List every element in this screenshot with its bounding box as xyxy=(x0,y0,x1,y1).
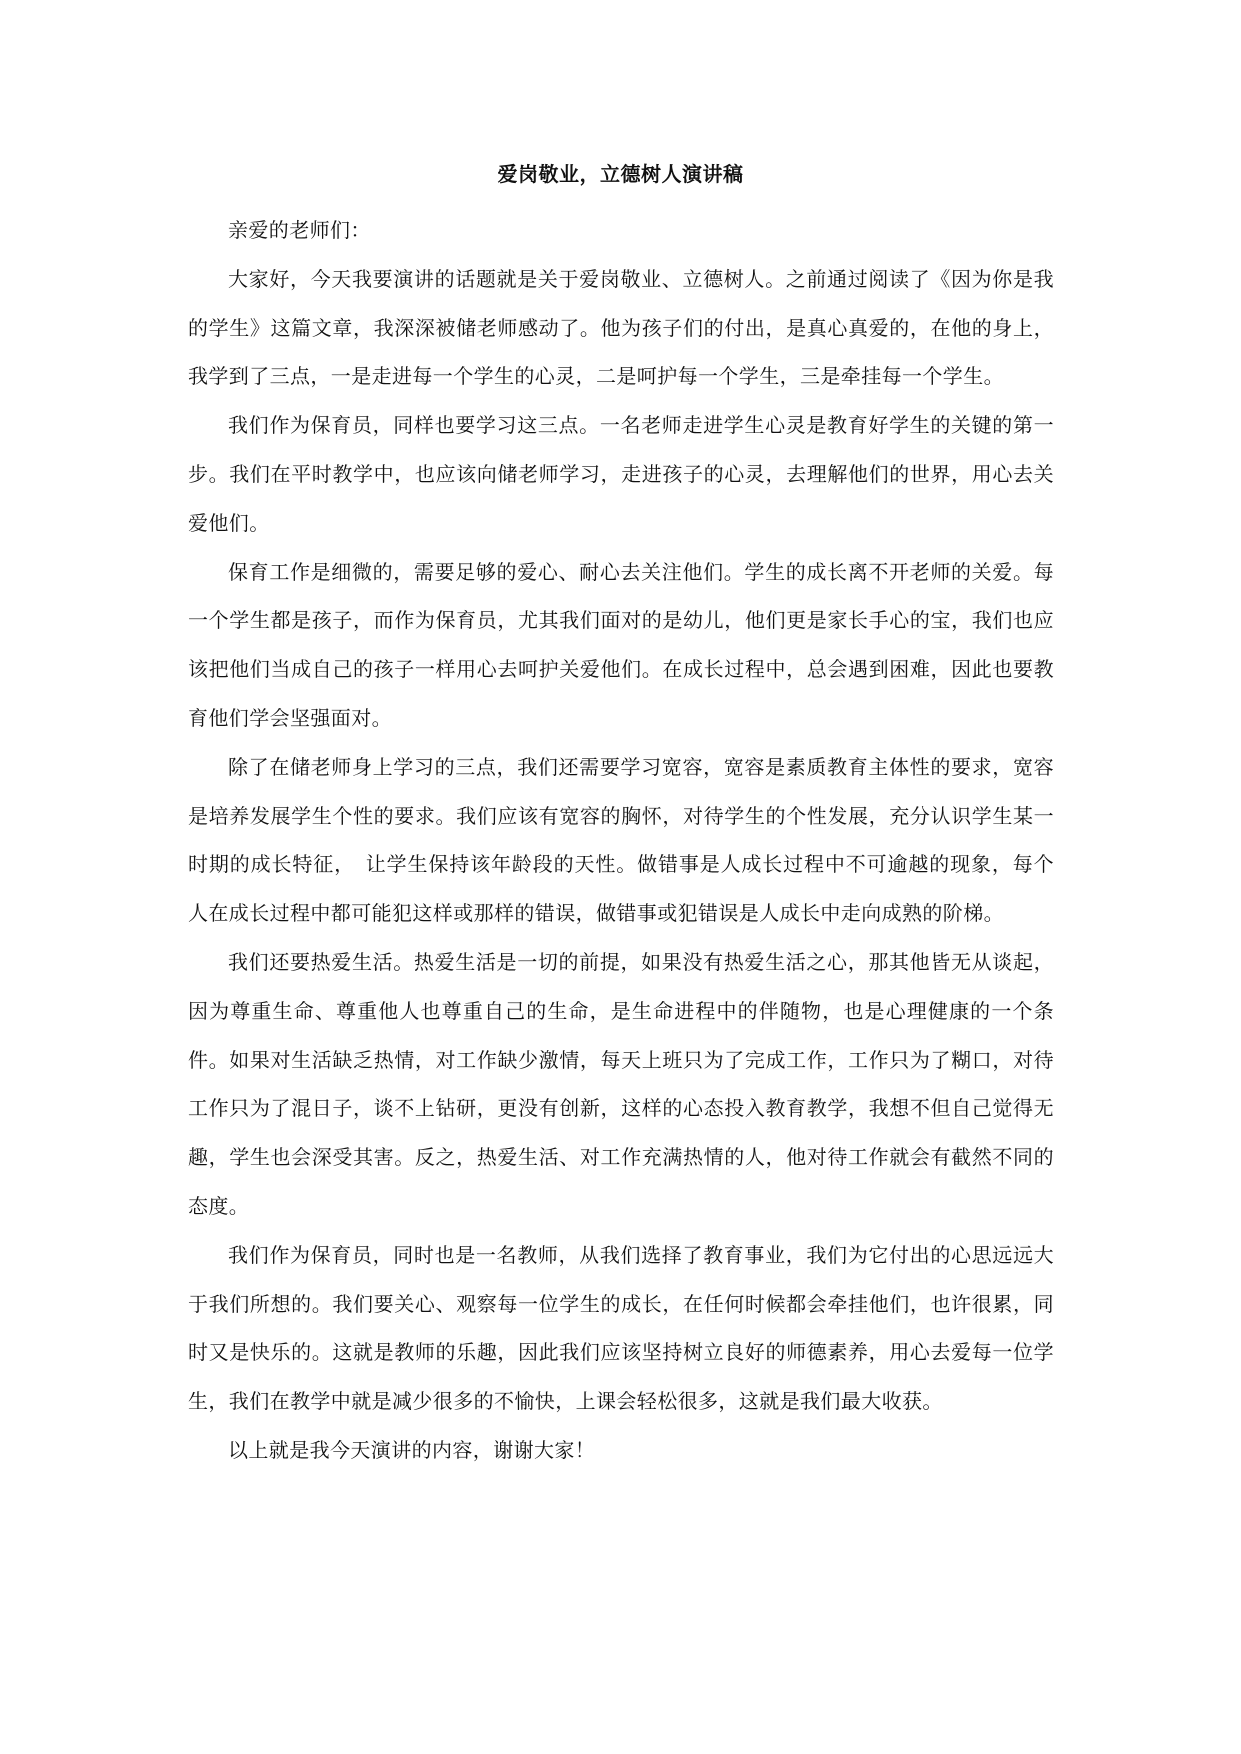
paragraph-2: 我们作为保育员，同样也要学习这三点。一名老师走进学生心灵是教育好学生的关键的第一步。我们在平时教学中，也应该向储老师学习，走进孩子的心灵，去理解他们的世界，用心去关爱他们。 xyxy=(188,413,1054,535)
document-body xyxy=(188,206,1054,1475)
paragraph-1: 大家好，今天我要演讲的话题就是关于爱岗敬业、立德树人。之前通过阅读了《因为你是我的学生》这篇文章，我深深被储老师感动了。他为孩子们的付出，是真心真爱的，在他的身上，我学到了三点，一是走进每一个学生的心灵，二是呵护每一个学生，三是牵挂每一个学生。 xyxy=(188,266,1054,389)
document-title: 爱岗敬业，立德树人演讲稿 xyxy=(497,162,744,186)
closing-paragraph: 以上就是我今天演讲的内容，谢谢大家！ xyxy=(228,1437,596,1462)
paragraph-6: 我们作为保育员，同时也是一名教师，从我们选择了教育事业，我们为它付出的心思远远大于我们所想的。我们要关心、观察每一位学生的成长，在任何时候都会牵挂他们，也许很累，同时又是快乐的。这就是教师的乐趣，因此我们应该坚持树立良好的师德素养，用心去爱每一位学生，我们在教学中就是减少很多的不愉快，上课会轻松很多，这就是我们最大收获。 xyxy=(188,1242,1054,1414)
paragraph-3: 保育工作是细微的，需要足够的爱心、耐心去关注他们。学生的成长离不开老师的关爱。每一个学生都是孩子，而作为保育员，尤其我们面对的是幼儿，他们更是家长手心的宝，我们也应该把他们当成自己的孩子一样用心去呵护关爱他们。在成长过程中，总会遇到困难，因此也要教育他们学会坚强面对。 xyxy=(188,559,1054,730)
paragraph-4: 除了在储老师身上学习的三点，我们还需要学习宽容，宽容是素质教育主体性的要求，宽容是培养发展学生个性的要求。我们应该有宽容的胸怀，对待学生的个性发展，充分认识学生某一时期的成长特征， 让学生保持该年龄段的天性。做错事是人成长过程中不可逾越的现象，每个人在成长过程中都可能犯这样或那样的错误，做错事或犯错误是人成长中走向成熟的阶梯。 xyxy=(188,754,1054,926)
greeting: 亲爱的老师们： xyxy=(228,218,371,242)
paragraph-5: 我们还要热爱生活。热爱生活是一切的前提，如果没有热爱生活之心，那其他皆无从谈起，因为尊重生命、尊重他人也尊重自己的生命，是生命进程中的伴随物，也是心理健康的一个条件。如果对生活缺乏热情，对工作缺少激情，每天上班只为了完成工作，工作只为了糊口，对待工作只为了混日子，谈不上钻研，更没有创新，这样的心态投入教育教学，我想不但自己觉得无趣，学生也会深受其害。反之，热爱生活、对工作充满热情的人，他对待工作就会有截然不同的态度。 xyxy=(188,949,1054,1218)
